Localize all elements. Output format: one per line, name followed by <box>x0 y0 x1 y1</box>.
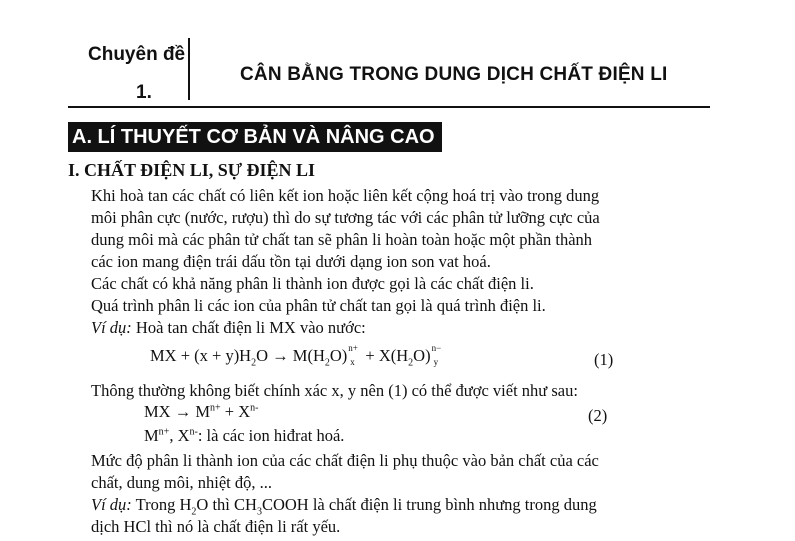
paragraph2: Các chất có khả năng phân li thành ion được gọi là các chất điện li. <box>91 274 534 293</box>
eq1-m-sub: x <box>350 357 355 367</box>
paragraph5-line2: chất, dung môi, nhiệt độ, ... <box>91 473 273 492</box>
ions-x-sup: n- <box>189 426 198 438</box>
subheading: I. CHẤT ĐIỆN LI, SỰ ĐIỆN LI <box>68 160 316 180</box>
paragraph5-line1: Mức độ phân li thành ion của các chất điện li phụ thuộc vào bản chất của các <box>91 451 599 470</box>
topic-word: Chuyên đề <box>88 44 186 65</box>
example1 <box>91 317 366 338</box>
example2-t1: Trong H <box>131 495 192 514</box>
paragraph4: Thông thường không biết chính xác x, y nên (1) có thể được viết như sau: <box>91 381 578 400</box>
eq1-plus: + X(H <box>361 346 409 365</box>
example2-t2: O thì CH <box>196 495 257 514</box>
eq1-sub: 2 <box>251 357 257 369</box>
ions-x: , X <box>169 426 190 445</box>
header-rule <box>68 106 710 108</box>
ions-note <box>144 426 344 446</box>
chapter-title: CÂN BẰNG TRONG DUNG DỊCH CHẤT ĐIỆN LI <box>240 64 668 85</box>
equation2-number: (2) <box>588 406 608 425</box>
eq1-close2: O) <box>413 346 431 365</box>
example1-text: Hoà tan chất điện li MX vào nước: <box>131 318 366 337</box>
section-heading: A. LÍ THUYẾT CƠ BẢN VÀ NÂNG CAO <box>68 122 442 152</box>
paragraph1-line4: các ion mang điện trái dấu tồn tại dưới dạng ion son vat hoá. <box>91 252 491 271</box>
eq2-plus: + X <box>220 402 251 421</box>
equation1 <box>150 343 445 369</box>
example2-sub2: 2 <box>191 506 197 518</box>
paragraph3: Quá trình phân li các ion của phân tử chất tan gọi là quá trình điện li. <box>91 296 546 315</box>
eq1-close: O) <box>329 346 348 365</box>
chapter-header <box>68 30 710 106</box>
example2-line2: dịch HCl thì nó là chất điện li rất yếu. <box>91 517 341 536</box>
eq1-sub-c: 2 <box>408 357 414 369</box>
paragraph1-line2: môi phân cực (nước, rượu) thì do sự tương tác với các phân tử lưỡng cực của <box>91 208 600 227</box>
equation2 <box>144 402 258 422</box>
topic-label-box <box>80 38 190 103</box>
eq1-x-sup: n− <box>431 343 442 353</box>
eq1-x-sub: y <box>433 357 439 367</box>
example2-t3: COOH là chất điện li trung bình nhưng trong dung <box>261 495 597 514</box>
example1-label: Ví dụ: <box>91 318 132 337</box>
eq1-arrow: O → M(H <box>256 346 325 365</box>
ions-m-sup: n+ <box>158 426 170 438</box>
ions-text: : là các ion hiđrat hoá. <box>197 426 345 445</box>
example2-label: Ví dụ: <box>91 495 132 514</box>
example2-sub3: 3 <box>256 506 262 518</box>
paragraph1-line3: dung môi mà các phân tử chất tan sẽ phân li hoàn toàn hoặc một phần thành <box>91 230 593 249</box>
ions-m: M <box>144 426 159 445</box>
eq1-x-charge <box>431 343 445 367</box>
topic-number: 1. <box>136 82 152 103</box>
eq2-m-sup: n+ <box>210 402 221 414</box>
eq2-left: MX → M <box>144 402 211 421</box>
eq1-sub-b: 2 <box>324 357 330 369</box>
equation1-number: (1) <box>594 350 614 369</box>
eq1-m-charge <box>347 343 361 367</box>
eq1-m-sup: n+ <box>348 343 358 353</box>
paragraph1-line1: Khi hoà tan các chất có liên kết ion hoặc liên kết cộng hoá trị vào trong dung <box>91 186 600 205</box>
eq1-left: MX + (x + y)H <box>150 346 252 365</box>
eq2-x-sup: n- <box>250 402 259 414</box>
